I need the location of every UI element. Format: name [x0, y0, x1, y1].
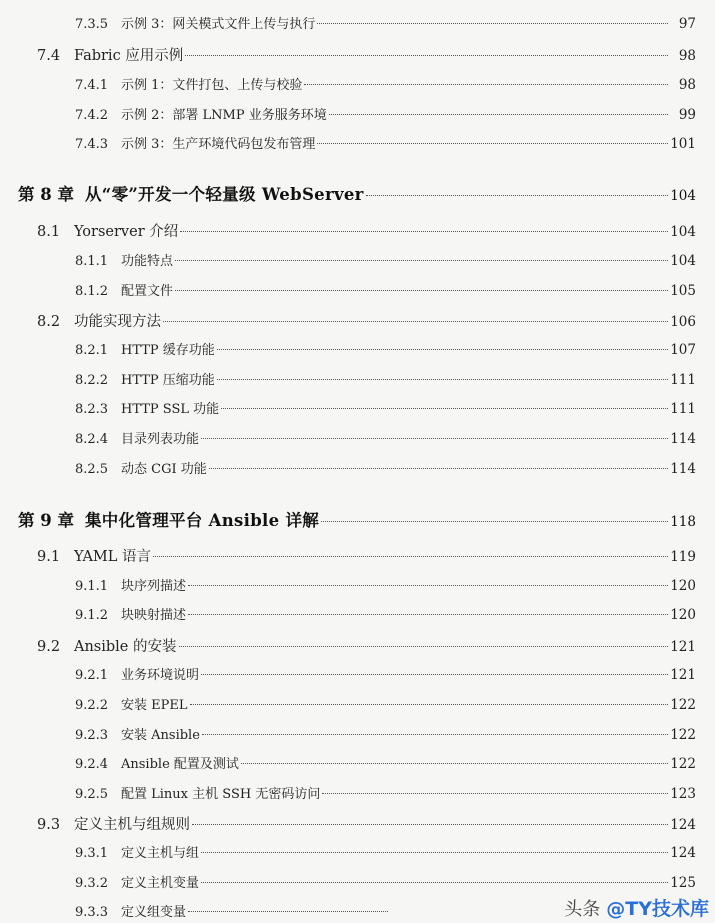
toc-number: 9.2 [37, 639, 61, 655]
toc-page: 99 [678, 107, 696, 123]
toc-number: 8.1 [37, 224, 61, 240]
dot-leader [179, 646, 669, 647]
toc-title: 动态 CGI 功能 [121, 462, 207, 477]
toc-number: 9.1.1 [75, 579, 109, 594]
dot-leader [201, 438, 668, 439]
toc-entry [0, 369, 715, 388]
toc-number: 9.2.1 [75, 668, 109, 683]
toc-entry [0, 575, 715, 594]
toc-page: 107 [670, 342, 696, 358]
toc-number: 9.2.4 [75, 757, 109, 772]
dot-leader [321, 521, 668, 522]
toc-number: 7.4 [37, 48, 61, 64]
watermark [564, 894, 709, 921]
toc-entry [0, 813, 715, 834]
toc-number: 7.4.3 [75, 137, 109, 152]
toc-entry [0, 250, 715, 269]
toc-entry [0, 310, 715, 331]
toc-entry [0, 724, 715, 743]
dot-leader [163, 321, 668, 322]
toc-entry [0, 842, 715, 861]
toc-number: 7.4.2 [75, 108, 109, 123]
toc-entry [0, 694, 715, 713]
toc-entry [0, 545, 715, 566]
toc-title: Ansible 的安装 [74, 639, 177, 655]
dot-leader [188, 585, 668, 586]
toc-page: 122 [670, 727, 696, 743]
toc-page: 124 [670, 845, 696, 861]
toc-title: Yorserver 介绍 [74, 224, 179, 240]
dot-leader [317, 143, 668, 144]
toc-entry [0, 635, 715, 656]
toc-entry [0, 220, 715, 241]
toc-page: 104 [670, 188, 696, 204]
toc-page: 122 [670, 697, 696, 713]
toc-number: 9.3.2 [75, 876, 109, 891]
dot-leader [175, 260, 668, 261]
toc-page: 111 [670, 401, 696, 417]
toc-title: 示例 2：部署 LNMP 业务服务环境 [121, 108, 327, 123]
toc-entry [0, 13, 715, 32]
toc-title: 功能特点 [121, 254, 174, 269]
toc-page: 98 [678, 48, 696, 64]
toc-number: 9.3.1 [75, 846, 109, 861]
toc-number: 9.3 [37, 817, 61, 833]
toc-title: 块映射描述 [121, 608, 187, 623]
toc-page: 101 [670, 136, 696, 152]
toc-page: 105 [670, 283, 696, 299]
toc-page: 121 [670, 639, 696, 655]
toc-entry [0, 398, 715, 417]
toc-title: Ansible 配置及测试 [121, 757, 239, 772]
dot-leader [153, 556, 668, 557]
toc-number: 9.2.3 [75, 728, 109, 743]
dot-leader [241, 763, 668, 764]
dot-leader [180, 231, 668, 232]
toc-entry [0, 753, 715, 772]
dot-leader [192, 824, 668, 825]
toc-title: Fabric 应用示例 [74, 48, 184, 64]
toc-entry [0, 280, 715, 299]
chapter-number: 第 8 章 [18, 185, 74, 204]
toc-entry [0, 604, 715, 623]
toc-title: HTTP SSL 功能 [121, 402, 220, 417]
toc-number: 9.3.3 [75, 905, 109, 920]
dot-leader [201, 852, 668, 853]
toc-chapter [0, 181, 715, 205]
toc-title: 示例 1：文件打包、上传与校验 [121, 78, 303, 93]
toc-page: 104 [670, 224, 696, 240]
watermark-prefix: 头条 [564, 898, 601, 920]
toc-page: 123 [670, 786, 696, 802]
toc-entry [0, 44, 715, 65]
dot-leader [366, 195, 668, 196]
toc-entry [0, 458, 715, 477]
chapter-title: 从“零”开发一个轻量级 WebServer [85, 185, 364, 204]
toc-title: 定义组变量 [121, 905, 187, 920]
toc-entry [0, 133, 715, 152]
chapter-number: 第 9 章 [18, 511, 74, 530]
toc-title: YAML 语言 [74, 549, 152, 565]
toc-page: 114 [670, 461, 696, 477]
dot-leader [329, 114, 668, 115]
toc-page: 120 [670, 578, 696, 594]
toc-title: HTTP 缓存功能 [121, 343, 215, 358]
toc-number: 8.2.2 [75, 373, 109, 388]
dot-leader [304, 84, 668, 85]
toc-title: 业务环境说明 [121, 668, 200, 683]
toc-number: 8.1.1 [75, 254, 109, 269]
toc-entry [0, 104, 715, 123]
toc-entry [0, 339, 715, 358]
toc-title: 定义主机与组规则 [74, 817, 190, 833]
toc-title: 定义主机与组 [121, 846, 200, 861]
toc-title: 目录列表功能 [121, 432, 200, 447]
dot-leader [322, 793, 668, 794]
dot-leader [217, 379, 668, 380]
toc-entry [0, 872, 715, 891]
dot-leader [185, 55, 668, 56]
toc-page: 121 [670, 667, 696, 683]
toc-title: 配置文件 [121, 284, 174, 299]
dot-leader [217, 349, 668, 350]
toc-page: 124 [670, 817, 696, 833]
toc-title: 定义主机变量 [121, 876, 200, 891]
dot-leader [202, 734, 668, 735]
toc-number: 7.3.5 [75, 17, 109, 32]
toc-chapter [0, 507, 715, 531]
toc-page: 119 [670, 549, 696, 565]
dot-leader [201, 882, 668, 883]
toc-title: 配置 Linux 主机 SSH 无密码访问 [121, 787, 321, 802]
toc-number: 9.2.2 [75, 698, 109, 713]
dot-leader [201, 674, 668, 675]
dot-leader [190, 704, 669, 705]
toc-title: 块序列描述 [121, 579, 187, 594]
toc-number: 8.2.5 [75, 462, 109, 477]
toc-title: HTTP 压缩功能 [121, 373, 215, 388]
toc-page: 125 [670, 875, 696, 891]
toc-entry [0, 783, 715, 802]
toc-page: 97 [678, 16, 696, 32]
toc-entry [0, 74, 715, 93]
toc-number: 9.1.2 [75, 608, 109, 623]
dot-leader [188, 911, 388, 912]
toc-entry [0, 664, 715, 683]
dot-leader [209, 468, 668, 469]
toc-title: 示例 3：生产环境代码包发布管理 [121, 137, 316, 152]
toc-number: 7.4.1 [75, 78, 109, 93]
dot-leader [317, 23, 668, 24]
toc-page: 111 [670, 372, 696, 388]
toc-page: 98 [678, 77, 696, 93]
toc-page: 114 [670, 431, 696, 447]
toc-page: 118 [670, 514, 696, 530]
toc-title: 安装 EPEL [121, 698, 188, 713]
toc-page: 106 [670, 314, 696, 330]
toc-number: 8.2.3 [75, 402, 109, 417]
toc-title: 示例 3：网关模式文件上传与执行 [121, 17, 316, 32]
toc-number: 8.1.2 [75, 284, 109, 299]
dot-leader [175, 290, 668, 291]
toc-page: 122 [670, 756, 696, 772]
toc-page: 120 [670, 607, 696, 623]
toc-number: 9.2.5 [75, 787, 109, 802]
toc-title: 安装 Ansible [121, 728, 200, 743]
toc-number: 8.2 [37, 314, 61, 330]
dot-leader [221, 408, 668, 409]
toc-number: 8.2.1 [75, 343, 109, 358]
toc-number: 9.1 [37, 549, 61, 565]
toc-number: 8.2.4 [75, 432, 109, 447]
toc-title: 功能实现方法 [74, 314, 161, 330]
chapter-title: 集中化管理平台 Ansible 详解 [85, 511, 320, 530]
toc-entry [0, 428, 715, 447]
dot-leader [188, 614, 668, 615]
watermark-brand: @TY技术库 [606, 898, 709, 920]
toc-page: 104 [670, 253, 696, 269]
